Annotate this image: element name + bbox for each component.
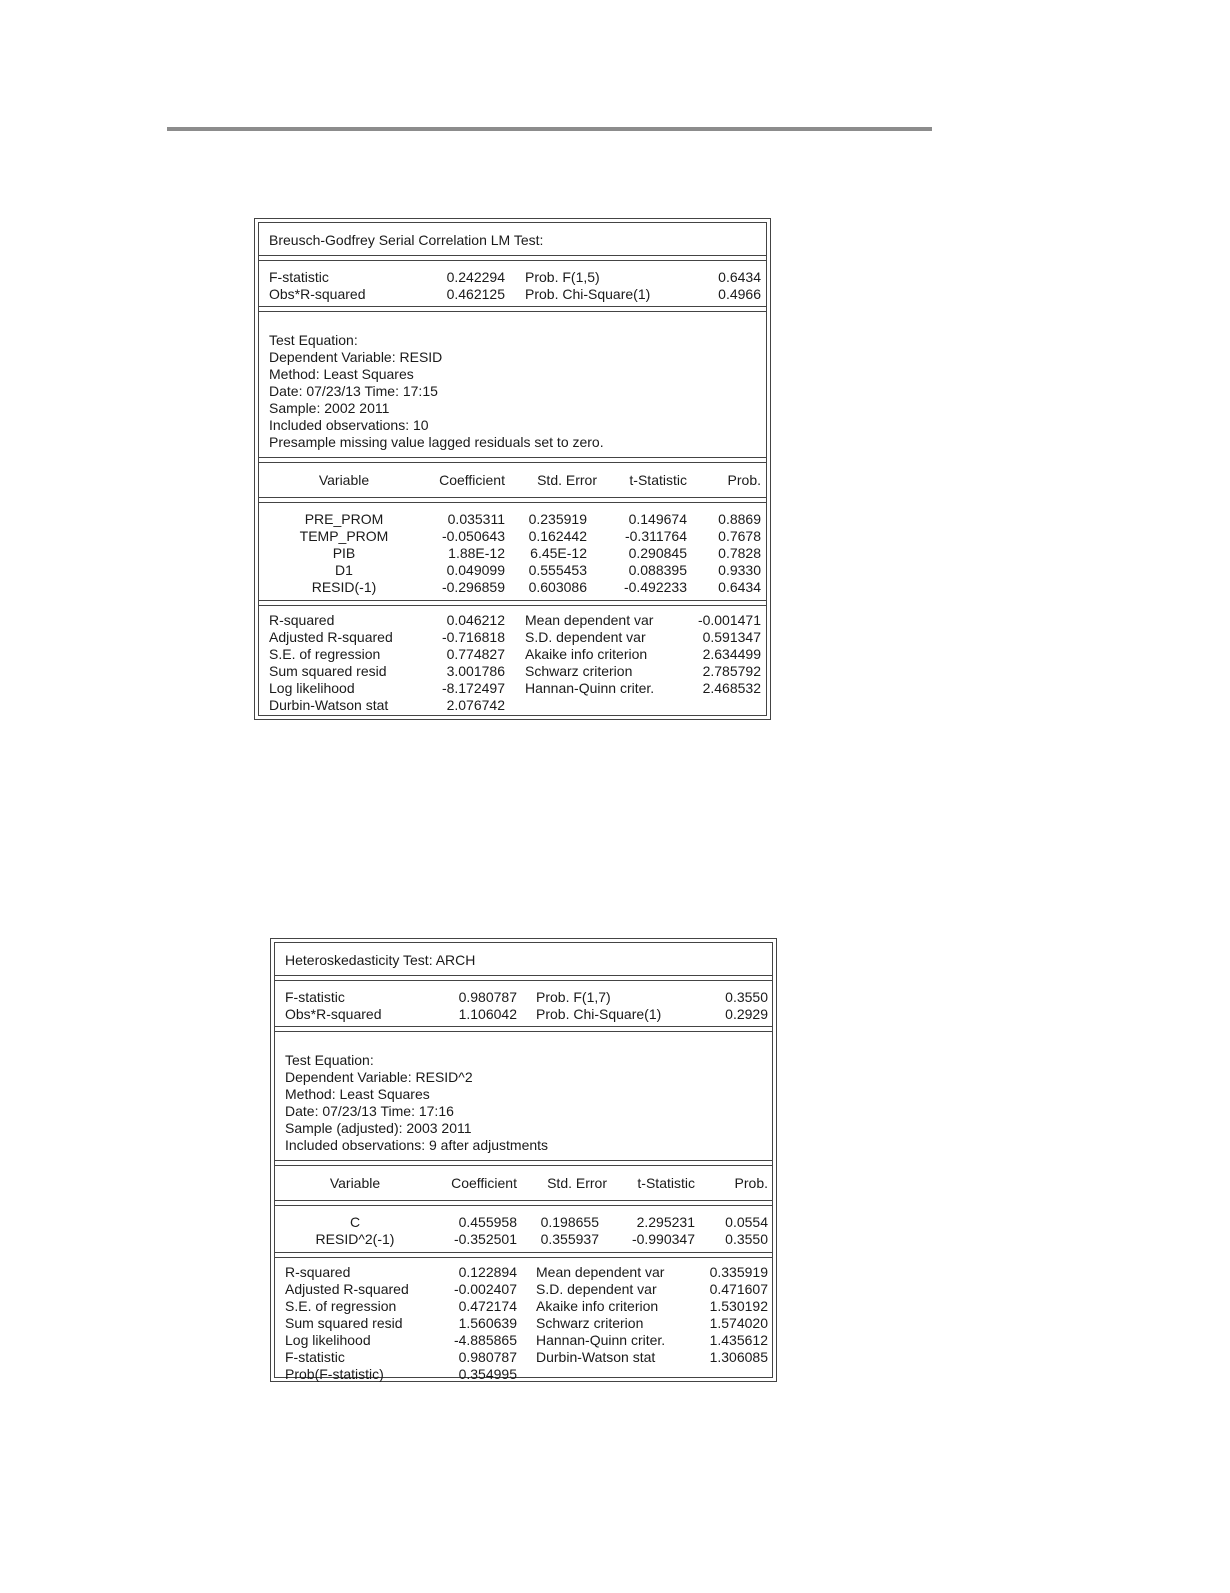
std-error: 0.603086: [528, 579, 587, 595]
summary-prob-value: 0.3550: [725, 989, 768, 1005]
table-row: [275, 1231, 772, 1248]
equation-line: Date: 07/23/13 Time: 17:16: [285, 1103, 454, 1119]
variable-name: RESID(-1): [311, 579, 377, 595]
stats-row: [259, 646, 766, 663]
arch-test-panel: [270, 938, 777, 1382]
t-statistic: -0.492233: [623, 579, 687, 595]
stat-value: 2.785792: [702, 663, 761, 679]
probability: 0.8869: [718, 511, 761, 527]
probability: 0.7828: [718, 545, 761, 561]
header-prob: Prob.: [734, 1175, 768, 1191]
std-error: 6.45E-12: [530, 545, 587, 561]
summary-row: [259, 286, 766, 303]
coefficient: 0.035311: [447, 511, 505, 527]
coefficient: -0.296859: [441, 579, 505, 595]
stat-label: Akaike info criterion: [525, 646, 648, 662]
summary-row: [259, 269, 766, 286]
stat-value: 0.774827: [446, 646, 505, 662]
variable-name: PRE_PROM: [304, 511, 384, 527]
coefficient: 1.88E-12: [448, 545, 505, 561]
coefficient: -0.352501: [453, 1231, 517, 1247]
stats-row: [275, 1281, 772, 1298]
table-row: [275, 1214, 772, 1231]
equation-line: Included observations: 9 after adjustments: [285, 1137, 549, 1153]
stat-label: Prob(F-statistic): [285, 1366, 384, 1382]
stat-label: S.D. dependent var: [536, 1281, 657, 1297]
header-rule: [167, 127, 932, 131]
stat-value: 1.306085: [709, 1349, 768, 1365]
stats-row: [259, 612, 766, 629]
table-row: [259, 562, 766, 579]
test-equation: [259, 312, 766, 457]
header-coefficient: Coefficient: [451, 1175, 517, 1191]
stat-label: Durbin-Watson stat: [269, 697, 389, 713]
stat-label: Mean dependent var: [525, 612, 654, 628]
probability: 0.0554: [725, 1214, 768, 1230]
table-row: [259, 528, 766, 545]
stats-row: [259, 697, 766, 714]
header-std-error: Std. Error: [537, 472, 597, 488]
summary-section: [259, 261, 766, 306]
summary-section: [275, 981, 772, 1026]
stat-label: Schwarz criterion: [525, 663, 633, 679]
stats-row: [275, 1349, 772, 1366]
probability: 0.6434: [718, 579, 761, 595]
stat-label: Durbin-Watson stat: [536, 1349, 656, 1365]
stat-label: S.E. of regression: [269, 646, 381, 662]
stat-label: Akaike info criterion: [536, 1298, 659, 1314]
equation-line: Included observations: 10: [269, 417, 429, 433]
header-prob: Prob.: [727, 472, 761, 488]
variable-name: TEMP_PROM: [299, 528, 389, 544]
breusch-godfrey-panel: [254, 218, 771, 720]
equation-line: Dependent Variable: RESID^2: [285, 1069, 473, 1085]
table-header: [275, 1166, 772, 1200]
t-statistic: 0.290845: [628, 545, 687, 561]
header-variable: Variable: [318, 472, 370, 488]
stats-row: [259, 663, 766, 680]
stat-value: -8.172497: [441, 680, 505, 696]
summary-label: Obs*R-squared: [285, 1006, 382, 1022]
panel-title: Heteroskedasticity Test: ARCH: [285, 952, 476, 968]
variable-name: RESID^2(-1): [315, 1231, 395, 1247]
stat-value: -0.716818: [441, 629, 505, 645]
summary-prob-label: Prob. F(1,7): [536, 989, 611, 1005]
coefficient-rows: [259, 503, 766, 600]
stat-label: Hannan-Quinn criter.: [525, 680, 655, 696]
summary-prob-value: 0.4966: [718, 286, 761, 302]
summary-prob-value: 0.6434: [718, 269, 761, 285]
std-error: 0.198655: [540, 1214, 599, 1230]
summary-prob-label: Prob. Chi-Square(1): [525, 286, 651, 302]
coefficient-rows: [275, 1206, 772, 1252]
stat-label: R-squared: [285, 1264, 351, 1280]
stat-value: 0.354995: [458, 1366, 517, 1382]
header-t-statistic: t-Statistic: [637, 1175, 695, 1191]
stat-value: 2.634499: [702, 646, 761, 662]
summary-label: Obs*R-squared: [269, 286, 366, 302]
regression-stats: [259, 606, 766, 718]
stats-row: [275, 1264, 772, 1281]
stat-value: 0.122894: [458, 1264, 517, 1280]
t-statistic: 0.149674: [628, 511, 687, 527]
equation-line: Test Equation:: [269, 332, 358, 348]
panel-title: Breusch-Godfrey Serial Correlation LM Test:: [269, 232, 544, 248]
stat-value: 0.335919: [709, 1264, 768, 1280]
summary-label: F-statistic: [285, 989, 345, 1005]
stat-value: 0.471607: [709, 1281, 768, 1297]
equation-line: Dependent Variable: RESID: [269, 349, 443, 365]
test-equation: [275, 1032, 772, 1160]
stats-row: [259, 680, 766, 697]
stats-row: [275, 1332, 772, 1349]
stat-label: F-statistic: [285, 1349, 345, 1365]
variable-name: C: [349, 1214, 361, 1230]
stat-value: 2.076742: [446, 697, 505, 713]
coefficient: 0.049099: [446, 562, 505, 578]
stat-label: Log likelihood: [285, 1332, 371, 1348]
regression-stats: [275, 1258, 772, 1387]
stat-value: 0.591347: [702, 629, 761, 645]
stat-value: -0.001471: [697, 612, 761, 628]
stat-value: -0.002407: [453, 1281, 517, 1297]
stats-row: [275, 1298, 772, 1315]
stat-label: Sum squared resid: [269, 663, 387, 679]
stat-value: 3.001786: [446, 663, 505, 679]
summary-prob-label: Prob. F(1,5): [525, 269, 600, 285]
variable-name: D1: [335, 562, 353, 578]
variable-name: PIB: [332, 545, 356, 561]
summary-prob-value: 0.2929: [725, 1006, 768, 1022]
stat-value: 1.435612: [709, 1332, 768, 1348]
std-error: 0.235919: [528, 511, 587, 527]
equation-line: Sample (adjusted): 2003 2011: [285, 1120, 472, 1136]
summary-value: 1.106042: [458, 1006, 517, 1022]
stat-label: Schwarz criterion: [536, 1315, 644, 1331]
probability: 0.3550: [725, 1231, 768, 1247]
stat-label: Sum squared resid: [285, 1315, 403, 1331]
header-t-statistic: t-Statistic: [629, 472, 687, 488]
t-statistic: 0.088395: [628, 562, 687, 578]
stat-label: S.D. dependent var: [525, 629, 646, 645]
stat-label: Adjusted R-squared: [269, 629, 393, 645]
stat-value: 0.980787: [458, 1349, 517, 1365]
probability: 0.9330: [718, 562, 761, 578]
summary-value: 0.980787: [458, 989, 517, 1005]
std-error: 0.162442: [528, 528, 587, 544]
stat-label: Hannan-Quinn criter.: [536, 1332, 666, 1348]
t-statistic: -0.990347: [631, 1231, 695, 1247]
stat-value: 1.574020: [709, 1315, 768, 1331]
probability: 0.7678: [718, 528, 761, 544]
equation-line: Sample: 2002 2011: [269, 400, 390, 416]
stat-value: 1.560639: [458, 1315, 517, 1331]
stats-row: [275, 1315, 772, 1332]
table-row: [259, 545, 766, 562]
equation-line: Method: Least Squares: [285, 1086, 430, 1102]
equation-line: Method: Least Squares: [269, 366, 414, 382]
summary-row: [275, 1006, 772, 1023]
stat-value: -4.885865: [453, 1332, 517, 1348]
header-std-error: Std. Error: [547, 1175, 607, 1191]
std-error: 0.355937: [540, 1231, 599, 1247]
equation-line: Date: 07/23/13 Time: 17:15: [269, 383, 438, 399]
table-row: [259, 511, 766, 528]
stat-label: Mean dependent var: [536, 1264, 665, 1280]
header-coefficient: Coefficient: [439, 472, 505, 488]
table-header: [259, 463, 766, 497]
stat-label: S.E. of regression: [285, 1298, 397, 1314]
stat-label: Log likelihood: [269, 680, 355, 696]
table-row: [259, 579, 766, 596]
std-error: 0.555453: [528, 562, 587, 578]
stat-value: 0.046212: [446, 612, 505, 628]
coefficient: -0.050643: [441, 528, 505, 544]
t-statistic: -0.311764: [624, 528, 687, 544]
equation-line: Test Equation:: [285, 1052, 374, 1068]
equation-line: Presample missing value lagged residuals set to zero.: [269, 434, 604, 450]
t-statistic: 2.295231: [636, 1214, 695, 1230]
stats-row: [259, 629, 766, 646]
summary-prob-label: Prob. Chi-Square(1): [536, 1006, 662, 1022]
stat-value: 1.530192: [709, 1298, 768, 1314]
summary-label: F-statistic: [269, 269, 329, 285]
stat-value: 2.468532: [702, 680, 761, 696]
stat-value: 0.472174: [458, 1298, 517, 1314]
summary-row: [275, 989, 772, 1006]
stat-label: Adjusted R-squared: [285, 1281, 409, 1297]
stats-row: [275, 1366, 772, 1383]
summary-value: 0.242294: [446, 269, 505, 285]
header-variable: Variable: [329, 1175, 381, 1191]
coefficient: 0.455958: [458, 1214, 517, 1230]
summary-value: 0.462125: [446, 286, 505, 302]
stat-label: R-squared: [269, 612, 335, 628]
